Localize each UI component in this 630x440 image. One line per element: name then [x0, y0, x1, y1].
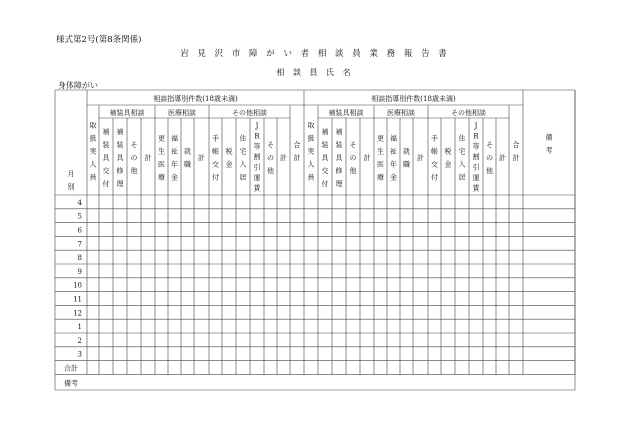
group-header-2: 相談指導別件数(18歳未満) — [371, 95, 456, 103]
col-med_welfare-2: 福祉年金 — [390, 134, 397, 182]
col-med_total-1: 計 — [198, 153, 205, 162]
col-oth_tax-1: 税金 — [225, 147, 233, 169]
total-row-label: 合計 — [64, 364, 78, 373]
subgroup-other-1: その他相談 — [232, 109, 267, 117]
col-remarks: 備考 — [545, 133, 553, 155]
col-oth_other-1: その他 — [267, 140, 274, 175]
col-med_job-1: 就職 — [184, 147, 191, 169]
col-dev_repair-1: 補装具修理 — [116, 127, 124, 188]
counselor-name-label: 相 談 員 氏 名 — [276, 68, 354, 77]
col-month: 月別 — [67, 169, 75, 191]
month-9: 9 — [77, 267, 82, 276]
col-oth_handbook-2: 手帳交付 — [431, 134, 438, 182]
col-med_total-2: 計 — [417, 153, 424, 162]
document-title: 岩 見 沢 市 障 が い 者 相 談 員 業 務 報 告 書 — [180, 49, 450, 59]
col-grand_total-2: 合計 — [512, 140, 520, 162]
col-intake-1: 取扱実人員 — [89, 121, 97, 182]
month-2: 2 — [77, 336, 82, 345]
month-1: 1 — [77, 323, 82, 332]
subgroup-medical-1: 医療相談 — [168, 109, 196, 117]
month-10: 10 — [73, 281, 82, 290]
col-oth_tax-2: 税金 — [444, 147, 452, 169]
col-med_welfare-1: 福祉年金 — [171, 134, 178, 182]
subgroup-other-2: その他相談 — [451, 109, 486, 117]
month-12: 12 — [73, 309, 82, 318]
col-med_rehab-2: 更生医療 — [377, 134, 384, 182]
col-oth_jr-1: J R 等割引運賃 — [253, 121, 261, 193]
col-dev_other-1: その他 — [130, 140, 138, 175]
month-11: 11 — [73, 295, 82, 304]
col-oth_housing-2: 住宅入居 — [458, 134, 466, 182]
col-grand_total-1: 合計 — [293, 140, 301, 162]
col-dev_other-2: その他 — [349, 140, 357, 175]
col-oth_housing-1: 住宅入居 — [239, 134, 247, 182]
col-oth_jr-2: J R 等割引運賃 — [472, 121, 480, 193]
month-6: 6 — [77, 226, 82, 235]
col-dev_issue-1: 補装具交付 — [102, 127, 110, 188]
col-oth_total-2: 計 — [499, 153, 506, 162]
month-7: 7 — [77, 240, 82, 249]
subgroup-medical-2: 医療相談 — [387, 109, 415, 117]
disability-category: 身体障がい — [58, 81, 98, 90]
col-oth_handbook-1: 手帳交付 — [212, 134, 219, 182]
col-dev_total-2: 計 — [363, 153, 371, 162]
col-dev_repair-2: 補装具修理 — [335, 127, 343, 188]
month-3: 3 — [77, 350, 82, 359]
remarks-row-label: 備考 — [64, 379, 78, 388]
subgroup-device-2: 補装具相談 — [328, 109, 364, 117]
col-med_job-2: 就職 — [403, 147, 410, 169]
form-number: 様式第2号(第8条関係) — [56, 35, 142, 45]
month-5: 5 — [77, 212, 82, 221]
col-oth_other-2: その他 — [486, 140, 493, 175]
col-dev_total-1: 計 — [144, 153, 152, 162]
group-header-1: 相談指導別件数(18歳未満) — [153, 95, 238, 103]
col-intake-2: 取扱実人員 — [307, 121, 315, 182]
col-dev_issue-2: 補装具交付 — [321, 127, 329, 188]
month-4: 4 — [77, 198, 82, 207]
col-med_rehab-1: 更生医療 — [158, 134, 165, 182]
month-8: 8 — [77, 254, 82, 263]
subgroup-device-1: 補装具相談 — [109, 109, 145, 117]
col-oth_total-1: 計 — [280, 153, 287, 162]
